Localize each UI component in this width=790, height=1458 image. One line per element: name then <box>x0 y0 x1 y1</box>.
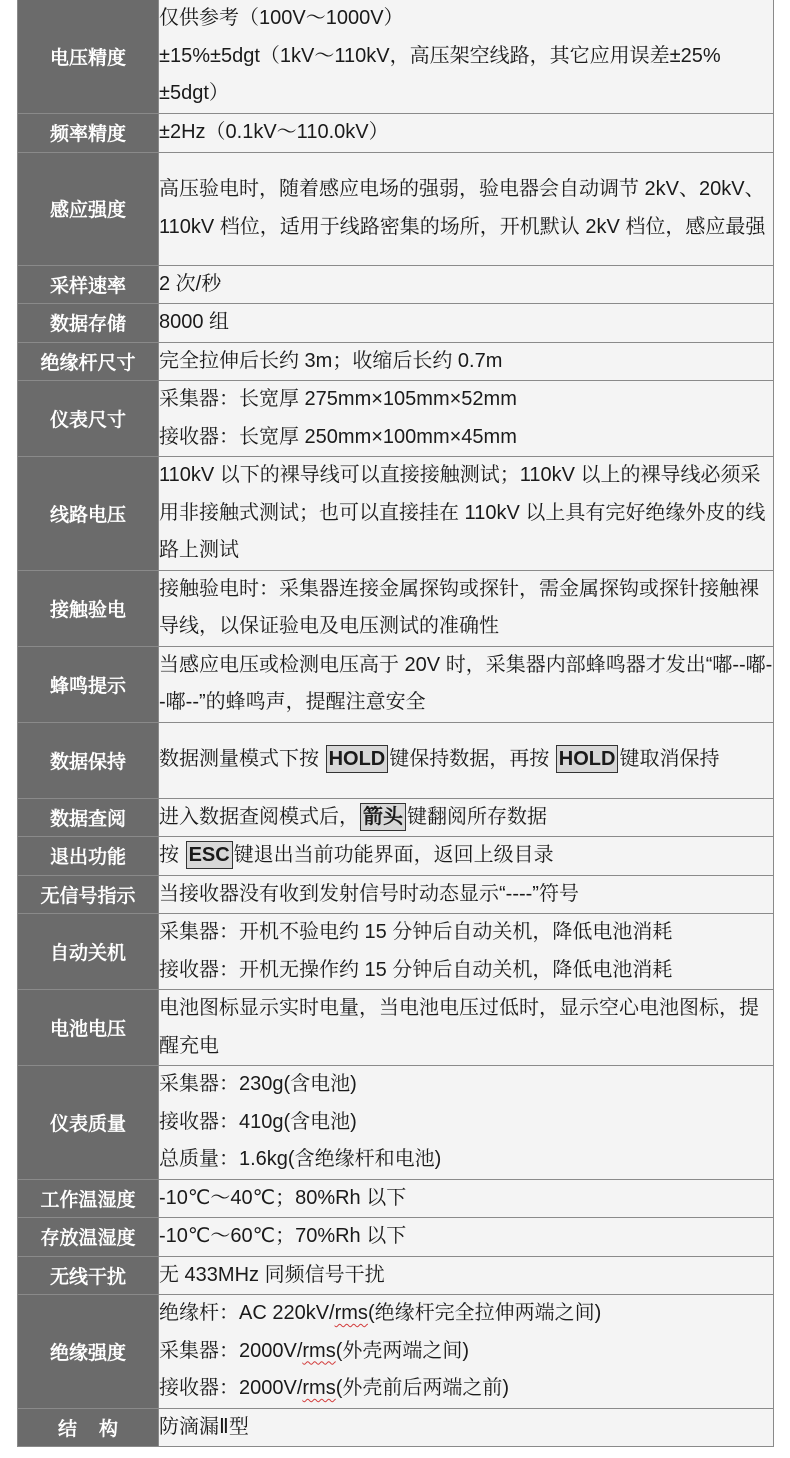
row-label: 电池电压 <box>49 1019 126 1040</box>
row-label: 无信号指示 <box>40 885 136 907</box>
row-label: 绝缘杆尺寸 <box>40 352 136 374</box>
row-label: 绝缘强度 <box>49 1342 126 1364</box>
spec-table <box>17 0 774 1447</box>
label-cell <box>18 1066 159 1180</box>
spec-line: 完全拉伸后长约 3m；收缩后长约 0.7m <box>159 349 503 372</box>
row-no-signal <box>18 875 774 914</box>
row-wireless-interference <box>18 1256 774 1295</box>
spec-line: 采集器：长宽厚 275mm×105mm×52mm <box>159 388 517 410</box>
unit-rms: rms <box>302 1339 336 1362</box>
spec-line: 接收器：长宽厚 250mm×100mm×45mm <box>159 425 517 448</box>
spec-line: 当接收器没有收到发射信号时动态显示“----”符号 <box>159 882 579 905</box>
value-cell <box>159 114 774 153</box>
row-label: 数据存储 <box>49 314 126 336</box>
row-voltage-accuracy <box>18 0 774 114</box>
spec-line <box>159 1295 773 1333</box>
label-cell <box>18 722 159 798</box>
label-cell <box>18 342 159 381</box>
label-cell <box>18 1295 159 1409</box>
row-label: 采样速率 <box>49 275 126 297</box>
row-sampling-rate <box>18 265 774 304</box>
text-segment: (外壳前后两端之前) <box>335 1377 510 1399</box>
value-cell <box>159 798 774 837</box>
value-cell <box>159 914 774 990</box>
value-cell <box>159 457 774 571</box>
esc-key: ESC <box>186 841 233 869</box>
value-cell <box>159 342 774 381</box>
value-cell <box>159 265 774 304</box>
label-cell <box>18 114 159 153</box>
row-label: 数据保持 <box>49 751 126 773</box>
row-exit-function <box>18 837 774 876</box>
spec-line: 防滴漏Ⅱ型 <box>159 1415 249 1438</box>
label-cell <box>18 457 159 571</box>
label-cell <box>18 914 159 990</box>
spec-line: -10℃～60℃；70%Rh 以下 <box>159 1225 407 1247</box>
row-label: 数据查阅 <box>49 808 126 830</box>
spec-line: 仅供参考（100V～1000V） <box>159 7 404 30</box>
text-segment: (外壳两端之间) <box>335 1339 470 1362</box>
row-label: 结构 <box>57 1418 140 1440</box>
row-line-voltage <box>18 457 774 571</box>
value-cell <box>159 1218 774 1257</box>
row-auto-power-off <box>18 914 774 990</box>
value-cell <box>159 722 774 798</box>
label-cell <box>18 381 159 457</box>
label-cell <box>18 152 159 265</box>
row-data-hold <box>18 722 774 798</box>
spec-line: 采集器：230g(含电池) <box>159 1073 357 1095</box>
value-cell <box>159 875 774 914</box>
label-cell <box>18 1408 159 1447</box>
value-cell <box>159 1408 774 1447</box>
spec-line: 采集器：开机不验电约 15 分钟后自动关机，降低电池消耗 <box>159 921 673 943</box>
text-segment: 进入数据查阅模式后， <box>159 805 359 828</box>
row-data-review <box>18 798 774 837</box>
value-cell <box>159 837 774 876</box>
spec-line <box>159 1333 773 1371</box>
label-cell <box>18 1218 159 1257</box>
value-cell <box>159 990 774 1066</box>
label-cell <box>18 570 159 646</box>
row-induction-strength <box>18 152 774 265</box>
spec-line <box>159 799 773 837</box>
label-cell <box>18 0 159 114</box>
row-working-temp-humidity <box>18 1179 774 1218</box>
value-cell <box>159 646 774 722</box>
label-cell <box>18 1256 159 1295</box>
unit-rms: rms <box>302 1377 336 1399</box>
label-cell <box>18 1179 159 1218</box>
row-insulation-strength <box>18 1295 774 1409</box>
row-label: 接触验电 <box>49 599 126 621</box>
row-battery-voltage <box>18 990 774 1066</box>
text-segment: 键保持数据，再按 <box>389 748 555 771</box>
row-pole-size <box>18 342 774 381</box>
row-buzzer <box>18 646 774 722</box>
row-label: 频率精度 <box>49 124 126 146</box>
spec-line: 2 次/秒 <box>159 272 222 295</box>
row-label: 线路电压 <box>49 504 126 526</box>
row-meter-size <box>18 381 774 457</box>
spec-line: 接收器：开机无操作约 15 分钟后自动关机，降低电池消耗 <box>159 958 673 981</box>
spec-line: 总质量：1.6kg(含绝缘杆和电池) <box>159 1148 442 1170</box>
spec-line <box>159 837 773 875</box>
label-cell <box>18 798 159 837</box>
row-contact-test <box>18 570 774 646</box>
row-label: 感应强度 <box>49 200 126 221</box>
text-segment: (绝缘杆完全拉伸两端之间) <box>367 1302 602 1324</box>
value-cell <box>159 0 774 114</box>
spec-line <box>159 1370 773 1408</box>
spec-text: 电池图标显示实时电量，当电池电压过低时，显示空心电池图标，提醒充电 <box>159 997 759 1057</box>
text-segment: 键取消保持 <box>619 748 720 771</box>
arrow-key: 箭头 <box>360 803 406 831</box>
spec-line: 接收器：410g(含电池) <box>159 1110 357 1133</box>
label-cell <box>18 304 159 343</box>
spec-line: 8000 组 <box>159 311 230 333</box>
value-cell <box>159 570 774 646</box>
row-label: 存放温湿度 <box>40 1228 136 1250</box>
row-label: 无线干扰 <box>49 1266 126 1288</box>
text-segment: 绝缘杆：AC 220kV/ <box>159 1302 335 1324</box>
row-label: 仪表尺寸 <box>49 410 126 431</box>
hold-key: HOLD <box>556 745 619 773</box>
spec-text: 当感应电压或检测电压高于 20V 时，采集器内部蜂鸣器才发出“嘟--嘟--嘟--”的蜂鸣声，提醒注意安全 <box>159 653 773 713</box>
row-label: 工作温湿度 <box>40 1189 136 1211</box>
spec-line: 无 433MHz 同频信号干扰 <box>159 1263 385 1286</box>
label-cell <box>18 875 159 914</box>
spec-line: ±2Hz（0.1kV～110.0kV） <box>159 121 389 143</box>
spec-text <box>159 741 773 779</box>
label-cell <box>18 646 159 722</box>
row-label: 仪表质量 <box>49 1113 126 1135</box>
spec-text: 110kV 以下的裸导线可以直接接触测试；110kV 以上的裸导线必须采用非接触式测试；也可以直接挂在 110kV 以上具有完好绝缘外皮的线路上测试 <box>159 464 766 561</box>
row-label: 电压精度 <box>49 48 126 69</box>
value-cell <box>159 152 774 265</box>
row-meter-mass <box>18 1066 774 1180</box>
text-segment: 采集器：2000V/ <box>159 1339 303 1362</box>
text-segment: 键退出当前功能界面，返回上级目录 <box>233 844 554 866</box>
text-segment: 接收器：2000V/ <box>159 1377 303 1399</box>
value-cell <box>159 1066 774 1180</box>
row-data-storage <box>18 304 774 343</box>
spec-text: 接触验电时：采集器连接金属探钩或探针，需金属探钩或探针接触裸导线，以保证验电及电压测试的准确性 <box>159 577 759 637</box>
row-label: 蜂鸣提示 <box>49 675 126 697</box>
label-cell <box>18 837 159 876</box>
row-frequency-accuracy <box>18 114 774 153</box>
row-storage-temp-humidity <box>18 1218 774 1257</box>
spec-text: 高压验电时，随着感应电场的强弱，验电器会自动调节 2kV、20kV、110kV 档位，适用于线路密集的场所，开机默认 2kV 档位，感应最强 <box>159 178 766 238</box>
label-cell <box>18 265 159 304</box>
unit-rms: rms <box>334 1302 368 1324</box>
spec-line: -10℃～40℃；80%Rh 以下 <box>159 1186 407 1209</box>
label-cell <box>18 990 159 1066</box>
row-label: 退出功能 <box>49 847 126 869</box>
value-cell <box>159 1179 774 1218</box>
spec-line: ±15%±5dgt（1kV～110kV，高压架空线路，其它应用误差±25%±5dgt） <box>159 44 721 105</box>
row-label: 自动关机 <box>49 943 126 964</box>
text-segment: 数据测量模式下按 <box>159 748 325 771</box>
text-segment: 按 <box>159 844 185 866</box>
text-segment: 键翻阅所存数据 <box>407 805 547 828</box>
value-cell <box>159 1256 774 1295</box>
value-cell <box>159 381 774 457</box>
hold-key: HOLD <box>326 745 389 773</box>
value-cell <box>159 304 774 343</box>
value-cell <box>159 1295 774 1409</box>
row-structure <box>18 1408 774 1447</box>
